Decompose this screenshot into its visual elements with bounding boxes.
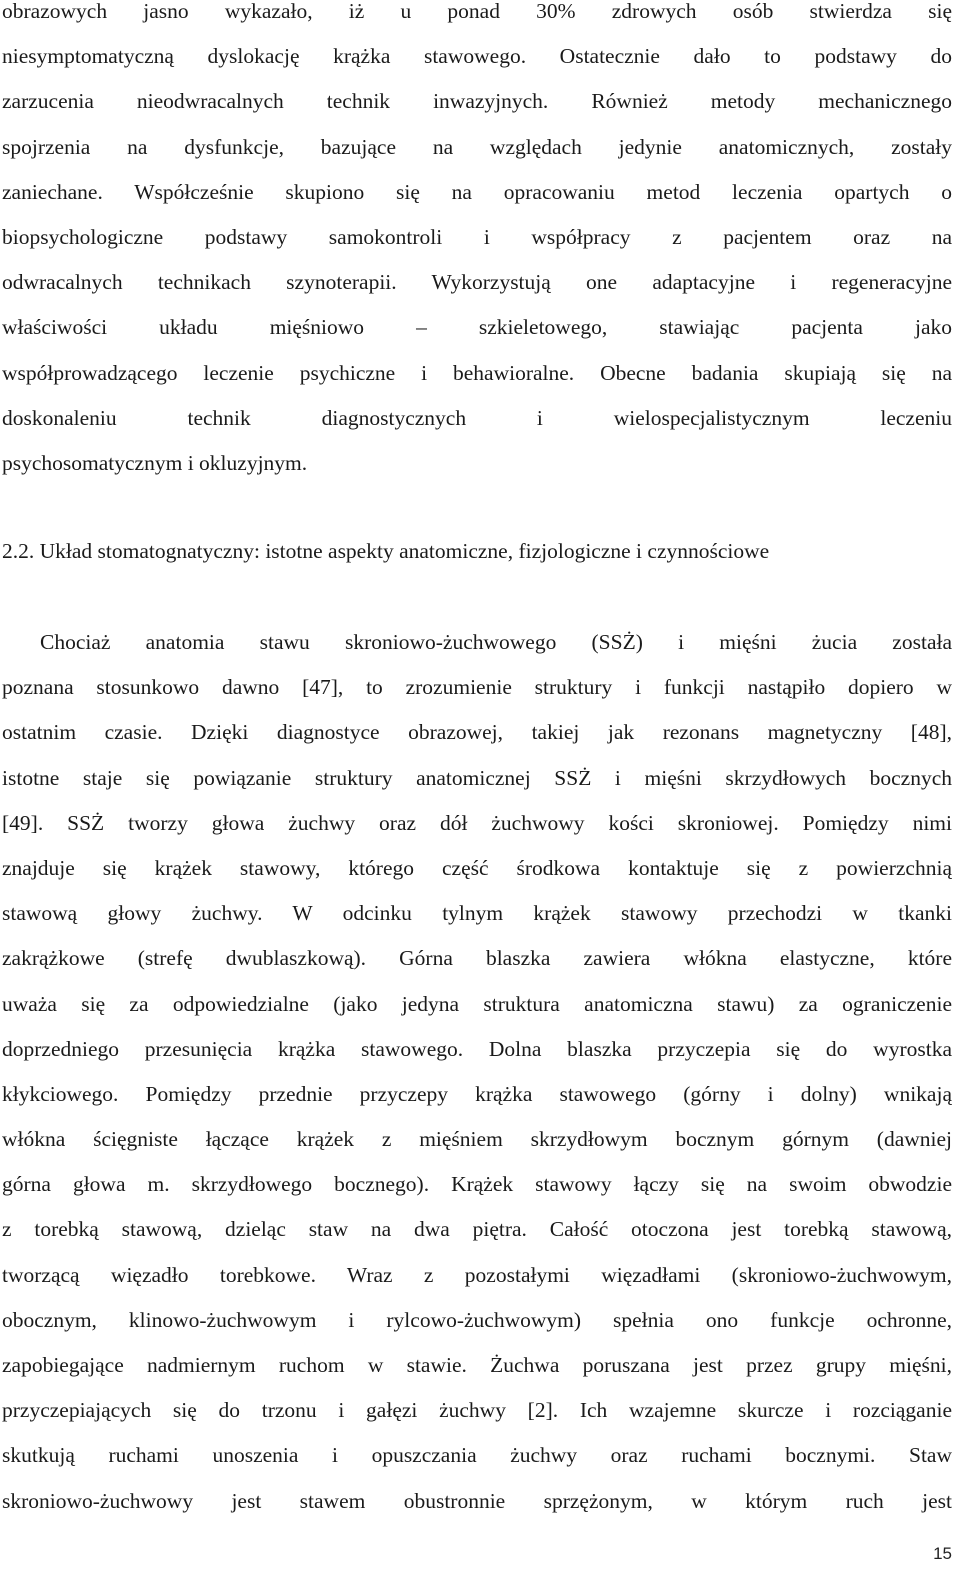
text-line: kłykciowego. Pomiędzy przednie przyczepy krążka stawowego (górny i dolny) wnikają xyxy=(2,1081,952,1106)
text-line: zaniechane. Współcześnie skupiono się na opracowaniu metod leczenia opartych o xyxy=(2,179,952,204)
text-line: Chociaż anatomia stawu skroniowo-żuchwowego (SSŻ) i mięśni żucia została xyxy=(40,630,952,654)
text-line: obrazowych jasno wykazało, iż u ponad 30% zdrowych osób stwierdza się xyxy=(2,0,952,23)
text-line: właściwości układu mięśniowo – szkieletowego, stawiając pacjenta jako xyxy=(2,315,952,340)
text-line: zarzucenia nieodwracalnych technik inwazyjnych. Również metody mechanicznego xyxy=(2,89,952,114)
text-line: spojrzenia na dysfunkcje, bazujące na względach jedynie anatomicznych, zostały xyxy=(2,134,952,159)
text-line: ostatnim czasie. Dzięki diagnostyce obrazowej, takiej jak rezonans magnetyczny [48], xyxy=(2,720,952,745)
text-line: niesymptomatyczną dyslokację krążka stawowego. Ostatecznie dało to podstawy do xyxy=(2,44,952,69)
text-line: zakrążkowe (strefę dwublaszkową). Górna blaszka zawiera włókna elastyczne, które xyxy=(2,946,952,971)
paragraph-body-2 xyxy=(2,620,952,1524)
text-line: górna głowa m. skrzydłowego bocznego). Krążek stawowy łączy się na swoim obwodzie xyxy=(2,1172,952,1197)
text-line: skutkują ruchami unoszenia i opuszczania żuchwy oraz ruchami bocznymi. Staw xyxy=(2,1443,952,1468)
section-heading: 2.2. Układ stomatognatyczny: istotne aspekty anatomiczne, fizjologiczne i czynnościowe xyxy=(2,539,770,563)
text-line: skroniowo-żuchwowy jest stawem obustronnie sprzężonym, w którym ruch jest xyxy=(2,1488,952,1513)
text-line: psychosomatycznym i okluzyjnym. xyxy=(2,450,308,475)
text-line: tworzącą więzadło torebkowe. Wraz z pozostałymi więzadłami (skroniowo-żuchwowym, xyxy=(2,1262,952,1287)
text-line: włókna ścięgniste łączące krążek z mięśniem skrzydłowym bocznym górnym (dawniej xyxy=(2,1127,952,1152)
text-line: znajduje się krążek stawowy, którego część środkowa kontaktuje się z powierzchnią xyxy=(2,855,952,880)
text-line: biopsychologiczne podstawy samokontroli i współpracy z pacjentem oraz na xyxy=(2,224,952,249)
text-line: z torebką stawową, dzieląc staw na dwa piętra. Całość otoczona jest torebką stawową, xyxy=(2,1217,952,1242)
section-heading-block xyxy=(2,529,952,574)
text-line: [49]. SSŻ tworzy głowa żuchwy oraz dół żuchwowy kości skroniowej. Pomiędzy nimi xyxy=(2,810,952,835)
text-line: zapobiegające nadmiernym ruchom w stawie. Żuchwa poruszana jest przez grupy mięśni, xyxy=(2,1353,952,1377)
text-line: poznana stosunkowo dawno [47], to zrozumienie struktury i funkcji nastąpiło dopiero w xyxy=(2,675,952,700)
text-line: doskonaleniu technik diagnostycznych i wielospecjalistycznym leczeniu xyxy=(2,405,952,430)
text-line: doprzedniego przesunięcia krążka stawowego. Dolna blaszka przyczepia się do wyrostka xyxy=(2,1036,952,1061)
text-line: uważa się za odpowiedzialne (jako jedyna struktura anatomiczna stawu) za ograniczenie xyxy=(2,991,952,1016)
text-line: współprowadzącego leczenie psychiczne i behawioralne. Obecne badania skupiają się na xyxy=(2,360,952,385)
text-line: odwracalnych technikach szynoterapii. Wykorzystują one adaptacyjne i regeneracyjne xyxy=(2,270,952,295)
text-line: istotne staje się powiązanie struktury anatomicznej SSŻ i mięśni skrzydłowych bocznych xyxy=(2,765,952,790)
text-line: stawową głowy żuchwy. W odcinku tylnym krążek stawowy przechodzi w tkanki xyxy=(2,901,952,926)
text-line: przyczepiających się do trzonu i gałęzi żuchwy [2]. Ich wzajemne skurcze i rozciąganie xyxy=(2,1398,952,1423)
paragraph-body-1 xyxy=(2,0,952,486)
text-line: obocznym, klinowo-żuchwowym i rylcowo-żuchwowym) spełnia ono funkcje ochronne, xyxy=(2,1307,952,1332)
page-number: 15 xyxy=(933,1544,952,1563)
